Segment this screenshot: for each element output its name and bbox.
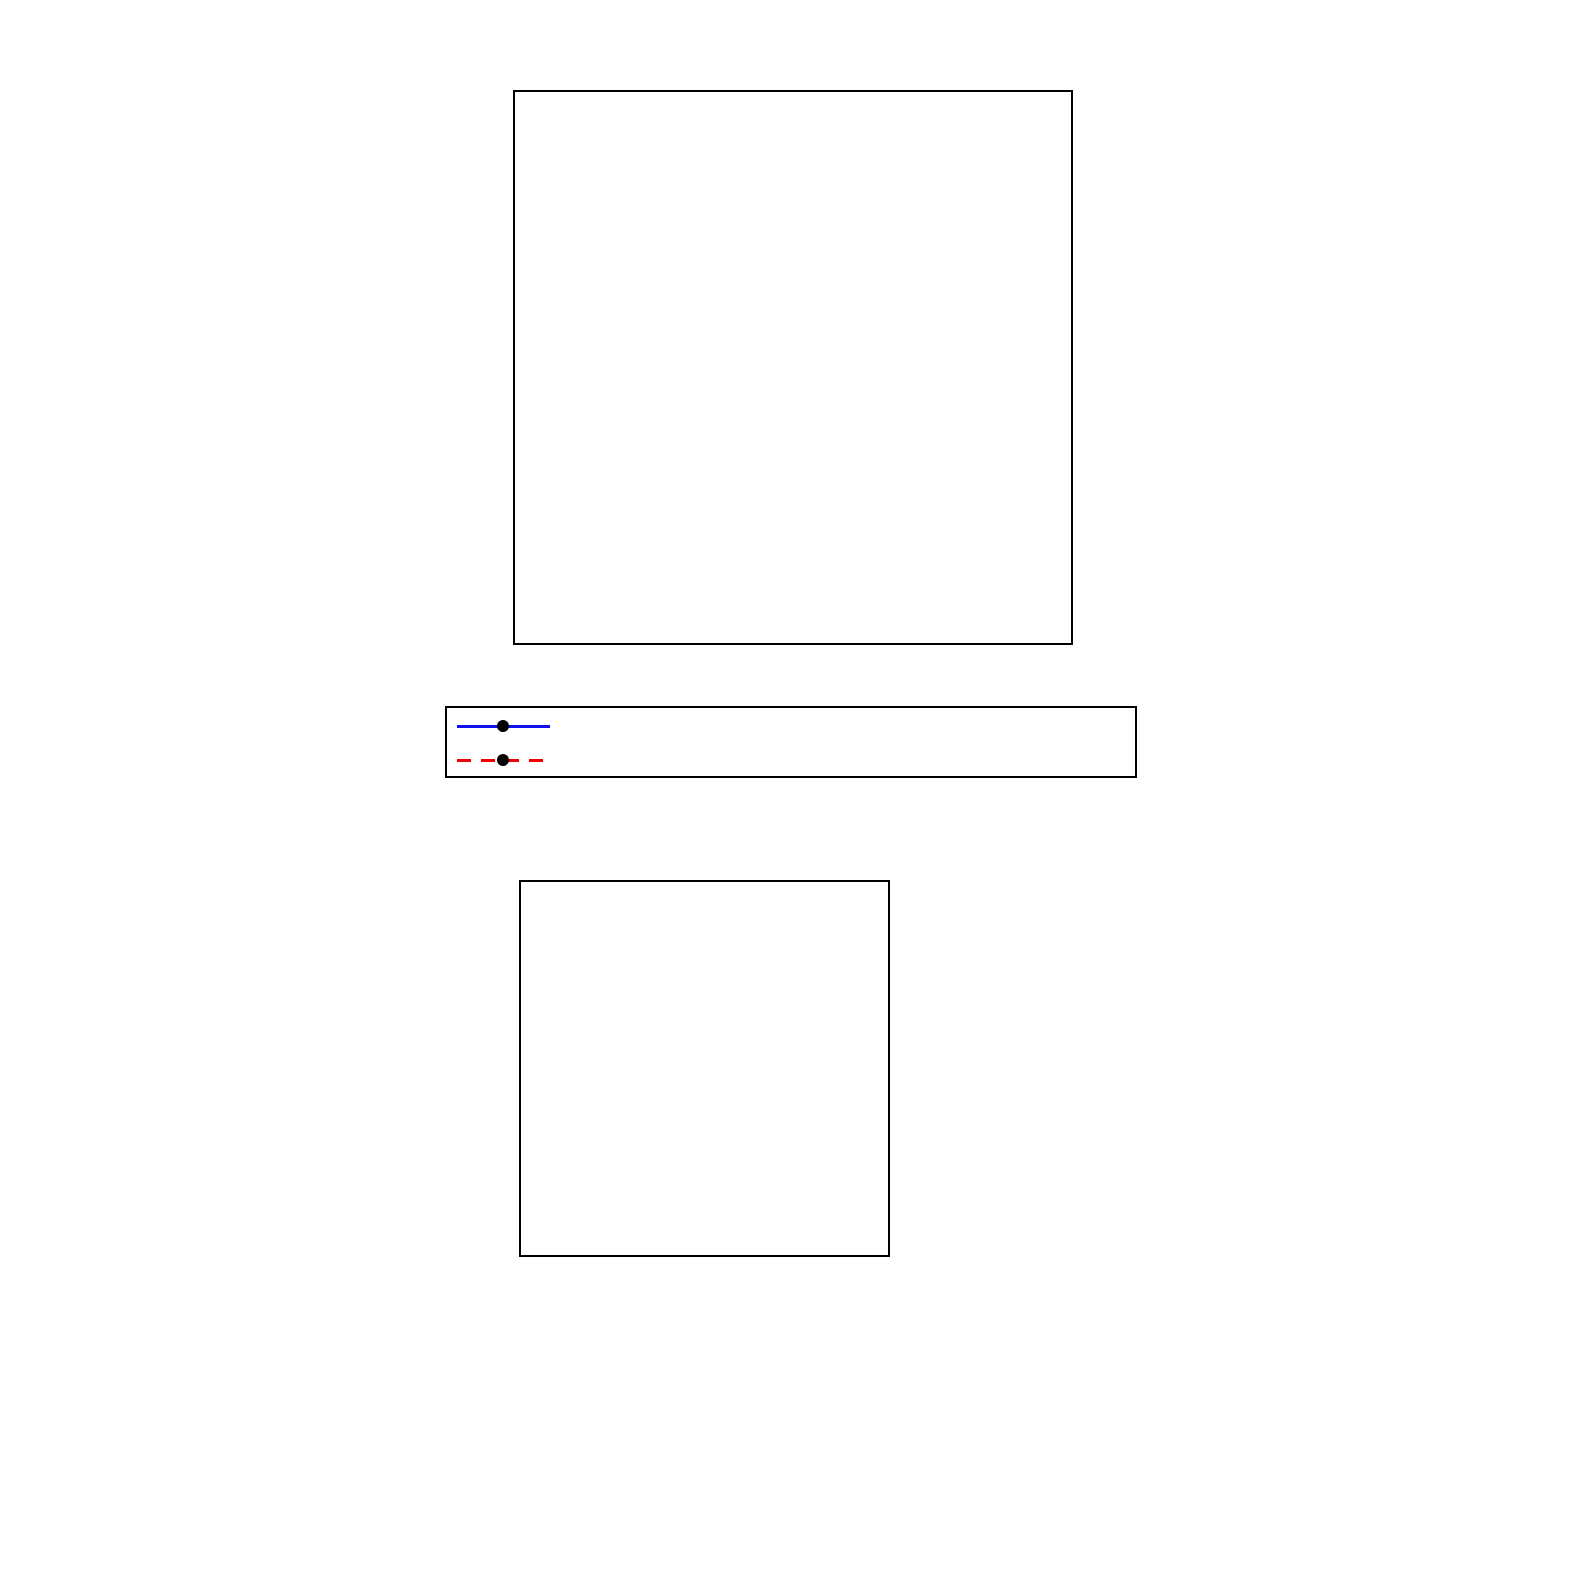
legend-sample-solid-line <box>457 716 550 736</box>
difference-plot-svg <box>521 882 888 1255</box>
top-plot-area <box>513 90 1073 645</box>
top-plot-svg <box>515 92 1071 643</box>
difference-plot-area <box>519 880 890 1257</box>
legend-entry-model <box>447 742 1135 778</box>
difference-chart <box>0 800 1574 1320</box>
legend-entry-observed <box>447 708 1135 744</box>
legend-sample-dashed-line <box>457 750 550 770</box>
legend <box>445 706 1137 778</box>
